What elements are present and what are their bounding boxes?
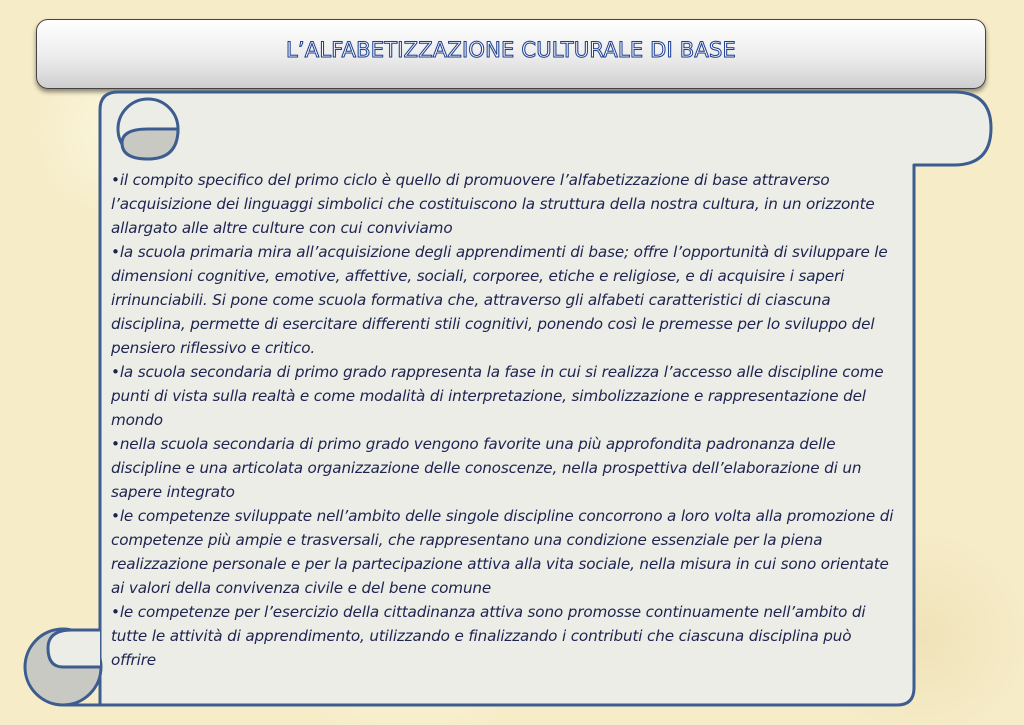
bullet: • bbox=[111, 507, 120, 525]
paragraph-text: le competenze sviluppate nell’ambito delle singole discipline concorrono a loro volta alla promozione di competenze più ampie e trasversali, che rappresentano una condizione essenziale per la piena realizzazione personale e per la partecipazione attiva alla vita sociale, nella misura in cui sono orientate ai valori della convivenza civile e del bene comune bbox=[111, 507, 894, 597]
bullet: • bbox=[111, 435, 120, 453]
scroll-text bbox=[111, 168, 901, 672]
bullet: • bbox=[111, 243, 120, 261]
paragraph-text: le competenze per l’esercizio della cittadinanza attiva sono promosse continuamente nell’ambito di tutte le attività di apprendimento, utilizzando e finalizzando i contributi che ciascuna disciplina può offrire bbox=[111, 603, 866, 669]
bullet: • bbox=[111, 363, 120, 381]
paragraph-text: nella scuola secondaria di primo grado vengono favorite una più approfondita padronanza delle discipline e una articolata organizzazione delle conoscenze, nella prospettiva dell’elaborazione di un sapere integrato bbox=[111, 435, 862, 501]
list-item bbox=[111, 432, 901, 504]
list-item bbox=[111, 504, 901, 600]
paragraph-text: il compito specifico del primo ciclo è quello di promuovere l’alfabetizzazione di base attraverso l’acquisizione dei linguaggi simbolici che costituiscono la struttura della nostra cultura, in un orizzonte allargato alle altre culture con cui conviviamo bbox=[111, 171, 875, 237]
paragraph-text: la scuola secondaria di primo grado rappresenta la fase in cui si realizza l’accesso alle discipline come punti di vista sulla realtà e come modalità di interpretazione, simbolizzazione e rappresentazione del mondo bbox=[111, 363, 884, 429]
list-item bbox=[111, 168, 901, 240]
page-title: L’ALFABETIZZAZIONE CULTURALE DI BASE bbox=[286, 38, 736, 62]
bottom-curl-inner bbox=[48, 630, 100, 667]
list-item bbox=[111, 600, 901, 672]
bullet: • bbox=[111, 603, 120, 621]
paragraph-text: la scuola primaria mira all’acquisizione degli apprendimenti di base; offre l’opportunità di sviluppare le dimensioni cognitive, emotive, affettive, sociali, corporee, etiche e religiose, e di acquisire i saperi irrinunciabili. Si pone come scuola formativa che, attraverso gli alfabeti caratteristici di ciascuna disciplina, permette di esercitare differenti stili cognitivi, ponendo così le premesse per lo sviluppo del pensiero riflessivo e critico. bbox=[111, 243, 888, 357]
list-item bbox=[111, 360, 901, 432]
bullet: • bbox=[111, 171, 120, 189]
list-item bbox=[111, 240, 901, 360]
